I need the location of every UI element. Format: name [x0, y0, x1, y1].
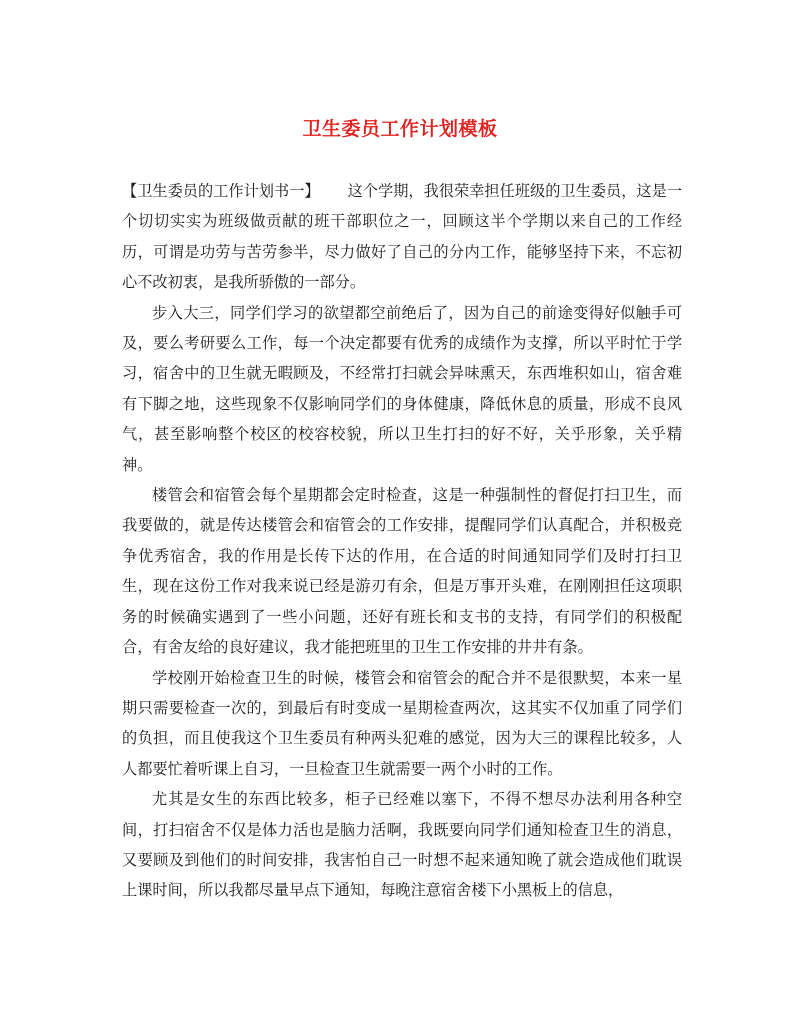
- paragraph-1: [122, 176, 682, 298]
- paragraph-2: 步入大三，同学们学习的欲望都空前绝后了，因为自己的前途变得好似触手可及，要么考研要么工作，每一个决定都要有优秀的成绩作为支撑，所以平时忙于学习，宿舍中的卫生就无暇顾及，不经常打扫就会异味熏天，东西堆积如山，宿舍难有下脚之地，这些现象不仅影响同学们的身体健康，降低休息的质量，形成不良风气，甚至影响整个校区的校容校貌，所以卫生打扫的好不好，关乎形象，关乎精神。: [122, 303, 682, 474]
- paragraph-4: 学校刚开始检查卫生的时候，楼管会和宿管会的配合并不是很默契，本来一星期只需要检查一次的，到最后有时变成一星期检查两次，这其实不仅加重了同学们的负担，而且使我这个卫生委员有种两头犯难的感觉，因为大三的课程比较多，人人都要忙着听课上自习，一旦检查卫生就需要一两个小时的工作。: [122, 668, 682, 778]
- paragraph-3: 楼管会和宿管会每个星期都会定时检查，这是一种强制性的督促打扫卫生，而我要做的，就是传达楼管会和宿管会的工作安排，提醒同学们认真配合，并积极竞争优秀宿舍，我的作用是长传下达的作用，在合适的时间通知同学们及时打扫卫生，现在这份工作对我来说已经是游刃有余，但是万事开头难，在刚刚担任这项职务的时候确实遇到了一些小问题，还好有班长和支书的支持，有同学们的积极配合，有舍友给的良好建议，我才能把班里的卫生工作安排的井井有条。: [122, 486, 682, 657]
- document-body: [122, 176, 682, 906]
- paragraph-5: 尤其是女生的东西比较多，柜子已经难以塞下，不得不想尽办法利用各种空间，打扫宿舍不仅是体力活也是脑力活啊，我既要向同学们通知检查卫生的消息，又要顾及到他们的时间安排，我害怕自己一时想不起来通知晚了就会造成他们耽误上课时间，所以我都尽量早点下通知，每晚注意宿舍楼下小黑板上的信息，: [122, 790, 682, 900]
- document-title: 卫生委员工作计划模板: [302, 118, 498, 140]
- section-header: 【卫生委员的工作计划书一】: [122, 182, 320, 200]
- paragraph-1-text: 这个学期，我很荣幸担任班级的卫生委员，这是一个切切实实为班级做贡献的班干部职位之一，回顾这半个学期以来自己的工作经历，可谓是功劳与苦劳参半，尽力做好了自己的分内工作，能够坚持下来，不忘初心不改初衷，是我所骄傲的一部分。: [122, 182, 683, 292]
